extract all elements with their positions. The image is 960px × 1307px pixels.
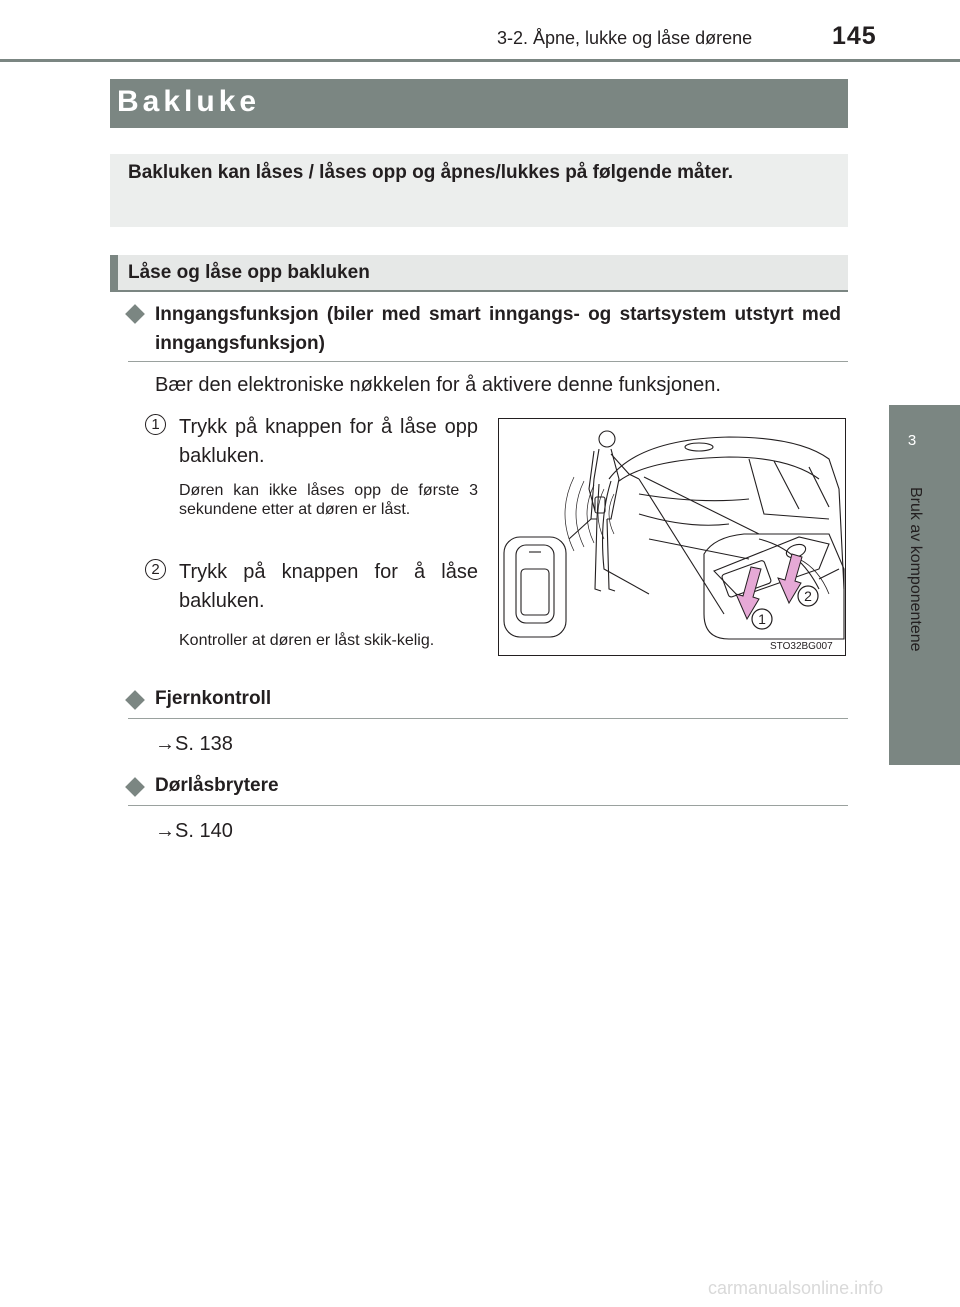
diamond-bullet-icon bbox=[125, 304, 145, 324]
step-2-note: Kontroller at døren er låst skik-kelig. bbox=[179, 632, 435, 649]
callout-1: 1 bbox=[758, 611, 766, 627]
diamond-bullet-icon bbox=[125, 777, 145, 797]
step-number-2: 2 bbox=[145, 559, 166, 580]
header-rule bbox=[0, 59, 960, 62]
section-rule bbox=[128, 805, 848, 806]
running-header-section: 3-2. Åpne, lukke og låse dørene bbox=[497, 28, 753, 48]
callout-2: 2 bbox=[804, 588, 812, 604]
section-heading-entry-function: Inngangsfunksjon (biler med smart inngangs- og startsystem utstyrt med inngangsfunksjon) bbox=[155, 304, 841, 354]
section-body: Bær den elektroniske nøkkelen for å aktivere denne funksjonen. bbox=[155, 374, 721, 396]
intro-text: Bakluken kan låses / låses opp og åpnes/lukkes på følgende måter. bbox=[128, 162, 734, 183]
illustration-drawing bbox=[499, 419, 845, 655]
chapter-side-tab bbox=[889, 405, 960, 765]
subheading-accent bbox=[110, 255, 118, 292]
step-2-text: Trykk på knappen for å låse bakluken. bbox=[179, 561, 478, 612]
chapter-title: Bruk av komponentene bbox=[907, 487, 924, 652]
section-rule bbox=[128, 718, 848, 719]
illustration-tailgate bbox=[498, 418, 846, 656]
illustration-code: STO32BG007 bbox=[770, 641, 833, 652]
step-number-1: 1 bbox=[145, 414, 166, 435]
page-reference-140[interactable]: →S. 140 bbox=[155, 820, 233, 842]
step-1-text: Trykk på knappen for å låse opp bakluken. bbox=[179, 416, 478, 467]
section-heading-door-lock-switches: Dørlåsbrytere bbox=[155, 775, 279, 796]
footer-watermark: carmanualsonline.info bbox=[708, 1278, 884, 1298]
section-heading-remote: Fjernkontroll bbox=[155, 688, 272, 709]
page-title: Bakluke bbox=[117, 85, 261, 118]
subheading: Låse og låse opp bakluken bbox=[128, 262, 370, 283]
step-1-note: Døren kan ikke låses opp de første 3 sekundene etter at døren er låst. bbox=[179, 482, 478, 518]
page-reference-138[interactable]: →S. 138 bbox=[155, 733, 233, 755]
chapter-number: 3 bbox=[907, 432, 917, 449]
section-rule bbox=[128, 361, 848, 362]
diamond-bullet-icon bbox=[125, 690, 145, 710]
page-number: 145 bbox=[832, 22, 877, 50]
